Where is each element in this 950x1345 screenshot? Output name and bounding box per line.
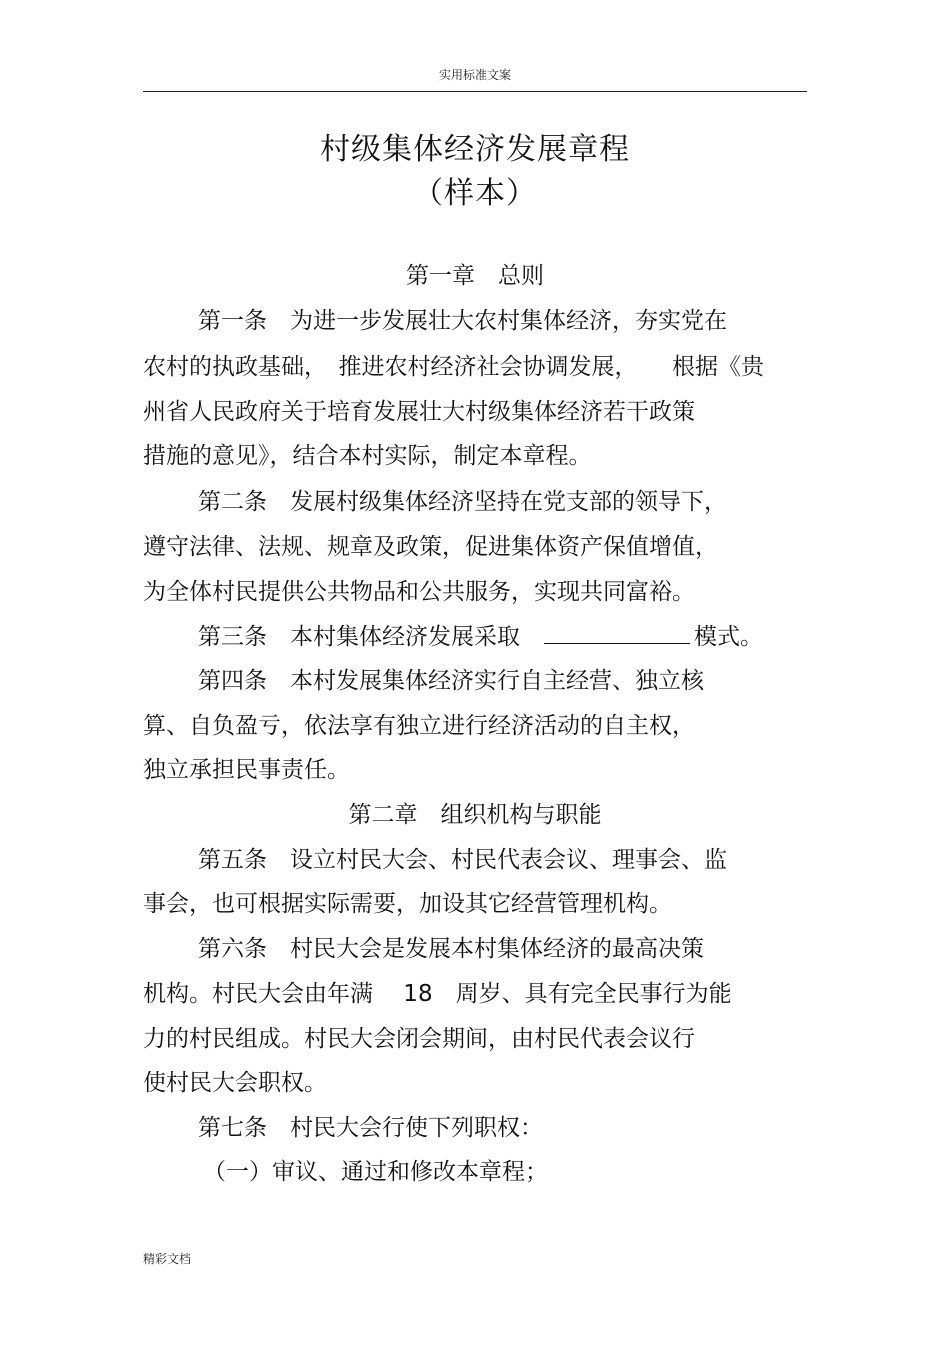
article-7-item-1: （一）审议、通过和修改本章程； [203, 1159, 548, 1185]
article-2-line-1: 第二条 发展村级集体经济坚持在党支部的领导下， [198, 489, 727, 515]
article-1-line-3: 州省人民政府关于培育发展壮大村级集体经济若干政策 [143, 399, 695, 425]
article-6-line-4: 使村民大会职权。 [143, 1070, 327, 1096]
article-3-prefix: 第三条 本村集体经济发展采取 [198, 624, 520, 650]
document-subtitle: （样本） [413, 176, 537, 211]
article-6-line-3: 力的村民组成。村民大会闭会期间，由村民代表会议行 [143, 1026, 695, 1052]
article-7-line-1: 第七条 村民大会行使下列职权： [198, 1115, 543, 1141]
article-1-line-4: 措施的意见》，结合本村实际，制定本章程。 [143, 443, 592, 469]
article-1-line-1: 第一条 为进一步发展壮大农村集体经济，夯实党在 [198, 308, 727, 334]
article-3-suffix: 模式。 [694, 624, 763, 650]
chapter-1-heading: 第一章 总则 [406, 263, 544, 289]
article-3-line [198, 621, 763, 652]
article-4-line-3: 独立承担民事责任。 [143, 757, 350, 783]
document-title: 村级集体经济发展章程 [320, 132, 630, 167]
article-5-line-2: 事会，也可根据实际需要，加设其它经营管理机构。 [143, 891, 672, 917]
header-divider [143, 91, 807, 92]
article-2-line-2: 遵守法律、法规、规章及政策，促进集体资产保值增值， [143, 534, 718, 560]
mode-blank-field [544, 621, 690, 644]
chapter-2-heading: 第二章 组织机构与职能 [348, 802, 602, 828]
article-1-line-2: 农村的执政基础， 推进农村经济社会协调发展， 根据《贵 [143, 354, 764, 380]
page-footer: 精彩文档 [143, 1252, 192, 1266]
page-header: 实用标准文案 [438, 68, 511, 82]
article-5-line-1: 第五条 设立村民大会、村民代表会议、理事会、监 [198, 847, 727, 873]
article-6-line-2: 机构。村民大会由年满 18 周岁、具有完全民事行为能 [143, 981, 732, 1007]
article-4-line-2: 算、自负盈亏，依法享有独立进行经济活动的自主权， [143, 713, 695, 739]
article-2-line-3: 为全体村民提供公共物品和公共服务，实现共同富裕。 [143, 579, 695, 605]
article-6-line-1: 第六条 村民大会是发展本村集体经济的最高决策 [198, 936, 704, 962]
article-4-line-1: 第四条 本村发展集体经济实行自主经营、独立核 [198, 668, 704, 694]
